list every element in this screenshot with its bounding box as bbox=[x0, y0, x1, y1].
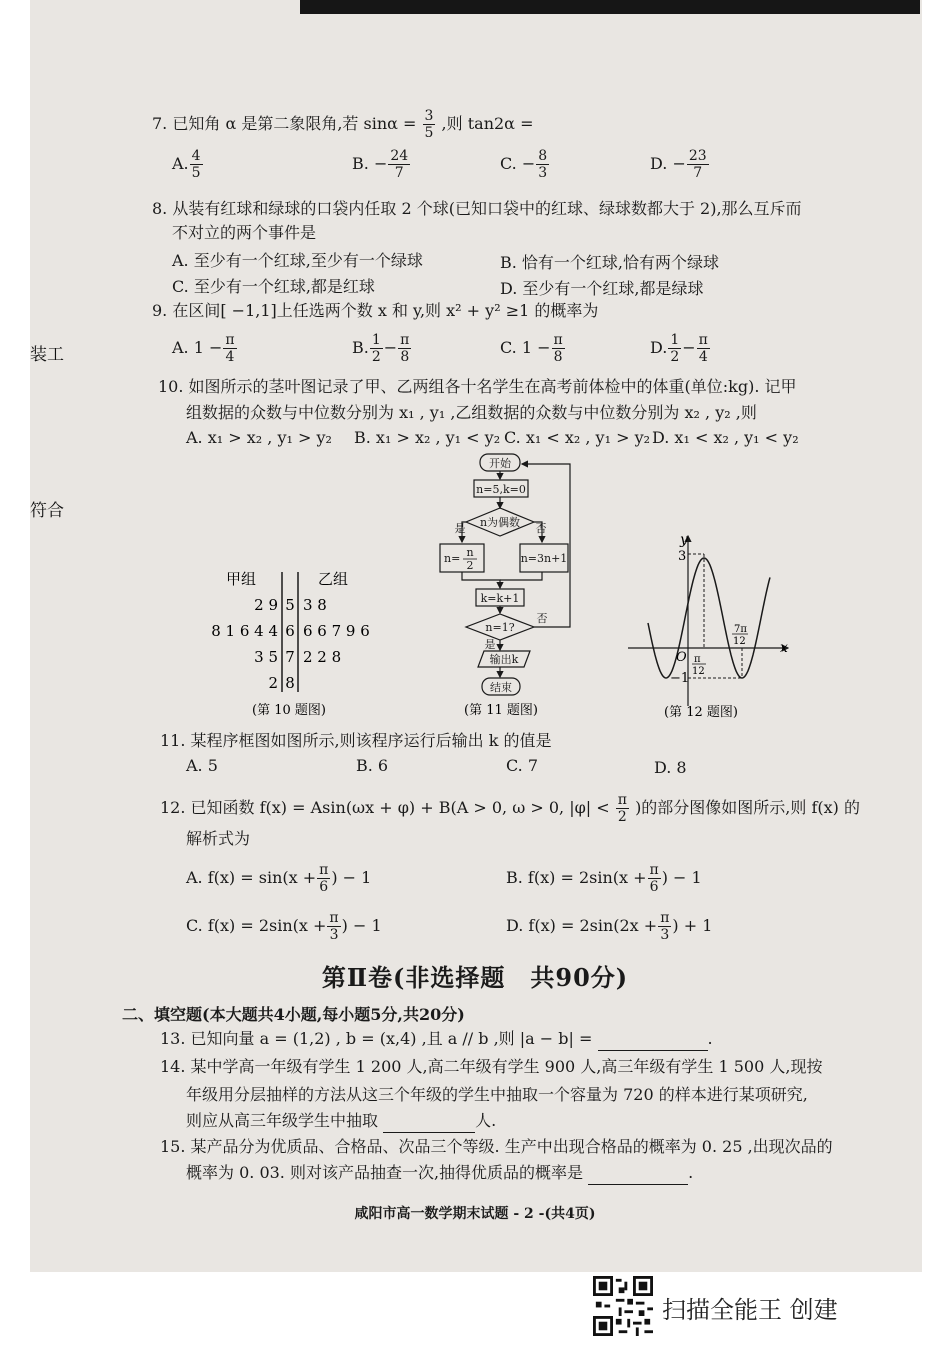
q13-text: 13. 已知向量 a = (1,2) , b = (x,4) ,且 a // b ,则 |a − b| = bbox=[160, 1029, 593, 1048]
q11-option-d: D. 8 bbox=[654, 758, 687, 777]
stem-leaf-left-title: 甲组 bbox=[226, 570, 257, 588]
leaf-left-row: 2 bbox=[268, 674, 278, 692]
q7-option-c bbox=[500, 148, 550, 181]
section-title: 第Ⅱ卷(非选择题 共90分) bbox=[321, 963, 629, 992]
frac-num: π bbox=[649, 862, 659, 878]
fill-in-heading: 二、填空题(本大题共4小题,每小题5分,共20分) bbox=[122, 1005, 465, 1024]
frac-den: 7 bbox=[693, 165, 703, 181]
q14-answer-blank[interactable] bbox=[383, 1110, 475, 1133]
frac-num: 4 bbox=[191, 148, 201, 164]
q9-option-a bbox=[172, 332, 238, 365]
option-fraction bbox=[658, 910, 671, 943]
frac-den: 4 bbox=[698, 349, 708, 365]
origin-label: O bbox=[676, 650, 687, 665]
y-max-label: 3 bbox=[678, 549, 687, 564]
question-15-line1: 15. 某产品分为优质品、合格品、次品三个等级. 生产中出现合格品的概率为 0. 25 ,出现次品的 bbox=[160, 1137, 833, 1156]
qr-code-icon bbox=[593, 1276, 653, 1336]
flow-init-label: n=5,k=0 bbox=[476, 483, 526, 496]
q12-option-b bbox=[506, 862, 702, 895]
q8-option-b: B. 恰有一个红球,恰有两个绿球 bbox=[500, 253, 720, 272]
q7-option-a bbox=[172, 148, 204, 181]
flow-yes-label: 是 bbox=[454, 522, 466, 535]
frac-num: 1 bbox=[670, 332, 680, 348]
frac-den: 3 bbox=[329, 927, 339, 943]
figure-10-caption: (第 10 题图) bbox=[252, 703, 326, 718]
option-fraction bbox=[327, 910, 340, 943]
question-11-stem: 11. 某程序框图如图所示,则该程序运行后输出 k 的值是 bbox=[160, 731, 552, 750]
question-12-line2: 解析式为 bbox=[186, 829, 251, 848]
q8-option-d: D. 至少有一个红球,都是绿球 bbox=[500, 279, 704, 298]
q13-end: . bbox=[707, 1029, 713, 1048]
q12-line1-b: )的部分图像如图所示,则 f(x) 的 bbox=[635, 798, 860, 817]
q10-option-c: C. x₁ < x₂ , y₁ > y₂ bbox=[504, 428, 651, 447]
x1-num: π bbox=[694, 654, 701, 665]
q12-option-d bbox=[506, 910, 712, 943]
question-10-line1: 10. 如图所示的茎叶图记录了甲、乙两组各十名学生在高考前体检中的体重(单位:kg). 记甲 bbox=[158, 377, 797, 396]
frac-den: 3 bbox=[660, 927, 670, 943]
option-fraction bbox=[687, 148, 709, 181]
x-axis-label: x bbox=[780, 640, 788, 656]
question-10-line2: 组数据的众数与中位数分别为 x₁ , y₁ ,乙组数据的众数与中位数分别为 x₂ , y₂ ,则 bbox=[186, 403, 757, 422]
q7-option-d bbox=[650, 148, 710, 181]
flow-start-label: 开始 bbox=[489, 457, 511, 470]
flow-end-label: 结束 bbox=[490, 681, 512, 694]
figure-11-caption: (第 11 题图) bbox=[464, 703, 538, 718]
option-label: A. bbox=[172, 154, 189, 173]
x2-den: 12 bbox=[733, 636, 746, 647]
question-14-line3 bbox=[186, 1110, 496, 1133]
question-12-line1 bbox=[160, 792, 860, 825]
q13-answer-blank[interactable] bbox=[598, 1028, 708, 1051]
option-sign: − bbox=[672, 154, 686, 173]
question-9-stem: 9. 在区间[ −1,1]上任选两个数 x 和 y,则 x² + y² ≥1 的概率为 bbox=[152, 301, 599, 320]
stem-leaf-plot bbox=[190, 562, 390, 722]
frac-den: 8 bbox=[553, 349, 563, 365]
sine-curve bbox=[648, 558, 770, 678]
question-7-stem bbox=[152, 108, 533, 141]
option-pre: A. f(x) = sin(x + bbox=[186, 868, 317, 887]
option-fraction bbox=[668, 332, 681, 365]
leaf-left-row: 3 5 bbox=[254, 648, 278, 666]
q15-end: . bbox=[688, 1163, 694, 1182]
q9-option-b bbox=[352, 332, 412, 365]
margin-note-2: 符合 bbox=[30, 501, 64, 521]
option-minus: − bbox=[383, 338, 398, 357]
flow-increment-label: k=k+1 bbox=[480, 592, 520, 605]
x2-num: 7π bbox=[734, 624, 747, 635]
stem-leaf-right-title: 乙组 bbox=[318, 570, 349, 588]
q7-fraction bbox=[423, 108, 436, 141]
frac-den: 2 bbox=[670, 349, 680, 365]
q14-end: 人. bbox=[475, 1111, 497, 1130]
frac-num: 24 bbox=[390, 148, 409, 164]
frac-num: π bbox=[319, 862, 329, 878]
frac-den: 8 bbox=[400, 349, 410, 365]
frac-num: π bbox=[225, 332, 235, 348]
option-post: ) − 1 bbox=[341, 916, 382, 935]
scan-top-shadow bbox=[300, 0, 920, 14]
q10-option-d: D. x₁ < x₂ , y₁ < y₂ bbox=[652, 428, 799, 447]
q7-frac-num: 3 bbox=[424, 108, 434, 124]
frac-num: π bbox=[660, 910, 670, 926]
frac-num: π bbox=[553, 332, 563, 348]
frac-den: 2 bbox=[617, 809, 627, 825]
leaf-right-row: 3 8 bbox=[303, 596, 327, 614]
stem-value: 8 bbox=[285, 674, 295, 692]
frac-den: 6 bbox=[649, 879, 659, 895]
option-sign: − bbox=[521, 154, 536, 173]
q9-option-d bbox=[650, 332, 711, 365]
figure-12-caption: (第 12 题图) bbox=[664, 705, 738, 720]
question-14-line2: 年级用分层抽样的方法从这三个年级的学生中抽取一个容量为 720 的样本进行某项研究, bbox=[186, 1085, 808, 1104]
question-13 bbox=[160, 1028, 713, 1051]
frac-den: 5 bbox=[191, 165, 201, 181]
option-pre: C. f(x) = 2sin(x + bbox=[186, 916, 327, 935]
stem-value: 6 bbox=[285, 622, 295, 640]
frac-num: π bbox=[698, 332, 708, 348]
option-pre: B. f(x) = 2sin(x + bbox=[506, 868, 647, 887]
frac-den: 3 bbox=[538, 165, 548, 181]
y-axis-label: y bbox=[680, 532, 688, 548]
option-fraction bbox=[552, 332, 565, 365]
option-fraction bbox=[388, 148, 410, 181]
q11-option-a: A. 5 bbox=[186, 756, 218, 775]
flow-output-label: 输出k bbox=[489, 653, 519, 666]
q10-option-b: B. x₁ > x₂ , y₁ < y₂ bbox=[354, 428, 501, 447]
option-fraction-2 bbox=[398, 332, 411, 365]
option-fraction bbox=[648, 862, 661, 895]
option-pre: D. f(x) = 2sin(2x + bbox=[506, 916, 658, 935]
flow-half-den: 2 bbox=[466, 559, 474, 572]
option-fraction bbox=[317, 862, 330, 895]
stem-value: 5 bbox=[285, 596, 295, 614]
question-14-line1: 14. 某中学高一年级有学生 1 200 人,高二年级有学生 900 人,高三年级有学生 1 500 人,现按 bbox=[160, 1057, 823, 1076]
option-fraction bbox=[190, 148, 203, 181]
q12-option-a bbox=[186, 862, 371, 895]
question-15-line2 bbox=[186, 1162, 693, 1185]
option-label: C. bbox=[500, 154, 517, 173]
option-label: C. 1 − bbox=[500, 338, 551, 357]
option-fraction-2 bbox=[697, 332, 710, 365]
q12-fraction bbox=[616, 792, 629, 825]
option-sign: − bbox=[373, 154, 388, 173]
option-fraction bbox=[536, 148, 549, 181]
flow-cond-one-yes: 是 bbox=[484, 638, 496, 651]
flow-cond-one-no: 否 bbox=[536, 612, 548, 625]
option-label: A. 1 − bbox=[172, 338, 223, 357]
flowchart bbox=[430, 450, 590, 722]
option-post: ) − 1 bbox=[331, 868, 372, 887]
flow-no-label: 否 bbox=[535, 522, 547, 535]
flow-half-prefix: n= bbox=[444, 552, 461, 565]
q10-option-a: A. x₁ > x₂ , y₁ > y₂ bbox=[186, 428, 332, 447]
q11-option-c: C. 7 bbox=[506, 756, 539, 775]
q9-option-c bbox=[500, 332, 566, 365]
leaf-right-row: 2 2 8 bbox=[303, 648, 342, 666]
q7-frac-den: 5 bbox=[424, 125, 434, 141]
q11-option-b: B. 6 bbox=[356, 756, 389, 775]
leaf-left-row: 8 1 6 4 4 bbox=[211, 622, 278, 640]
function-graph bbox=[620, 530, 800, 722]
question-8-line1: 8. 从装有红球和绿球的口袋内任取 2 个球(已知口袋中的红球、绿球数都大于 2),那么互斥而 bbox=[152, 199, 802, 218]
frac-num: 8 bbox=[538, 148, 548, 164]
option-post: ) + 1 bbox=[672, 916, 713, 935]
frac-den: 6 bbox=[319, 879, 329, 895]
y-min-label: −1 bbox=[670, 671, 690, 686]
x1-den: 12 bbox=[692, 666, 705, 677]
flow-cond-even-label: n为偶数 bbox=[479, 516, 521, 529]
option-fraction bbox=[223, 332, 236, 365]
option-label: D. bbox=[650, 154, 668, 173]
margin-note-1: 装工 bbox=[30, 345, 64, 365]
q15-line2-text: 概率为 0. 03. 则对该产品抽查一次,抽得优质品的概率是 bbox=[186, 1163, 584, 1182]
frac-den: 7 bbox=[394, 165, 404, 181]
frac-den: 4 bbox=[225, 349, 235, 365]
q15-answer-blank[interactable] bbox=[588, 1162, 688, 1185]
q7-suffix: ,则 tan2α = bbox=[441, 114, 534, 133]
q8-option-c: C. 至少有一个红球,都是红球 bbox=[172, 277, 375, 296]
frac-num: π bbox=[617, 792, 627, 808]
frac-den: 2 bbox=[371, 349, 381, 365]
option-post: ) − 1 bbox=[661, 868, 702, 887]
page-footer: 咸阳市高一数学期末试题 - 2 -(共4页) bbox=[354, 1206, 596, 1222]
frac-num: π bbox=[400, 332, 410, 348]
scanner-watermark: 扫描全能王 创建 bbox=[662, 1296, 838, 1324]
leaf-left-row: 2 9 bbox=[254, 596, 278, 614]
question-8-line2: 不对立的两个事件是 bbox=[172, 223, 317, 242]
option-label: B. bbox=[352, 338, 369, 357]
option-label: B. bbox=[352, 154, 369, 173]
flow-cond-one-label: n=1? bbox=[485, 621, 515, 634]
q14-line3-text: 则应从高三年级学生中抽取 bbox=[186, 1111, 379, 1130]
leaf-right-row: 6 6 7 9 6 bbox=[303, 622, 370, 640]
stem-value: 7 bbox=[285, 648, 295, 666]
option-fraction bbox=[370, 332, 383, 365]
flow-triple-label: n=3n+1 bbox=[520, 552, 568, 565]
frac-num: 23 bbox=[688, 148, 707, 164]
q12-line1-a: 12. 已知函数 f(x) = Asin(ωx + φ) + B(A > 0, ω > 0, |φ| < bbox=[160, 798, 610, 817]
frac-num: 1 bbox=[371, 332, 381, 348]
q7-option-b bbox=[352, 148, 411, 181]
flow-half-num: n bbox=[466, 546, 474, 559]
q12-option-c bbox=[186, 910, 382, 943]
frac-num: π bbox=[329, 910, 339, 926]
q8-option-a: A. 至少有一个红球,至少有一个绿球 bbox=[172, 251, 423, 270]
option-label: D. bbox=[650, 338, 668, 357]
q7-prefix: 7. 已知角 α 是第二象限角,若 sinα = bbox=[152, 114, 417, 133]
option-minus: − bbox=[682, 338, 696, 357]
